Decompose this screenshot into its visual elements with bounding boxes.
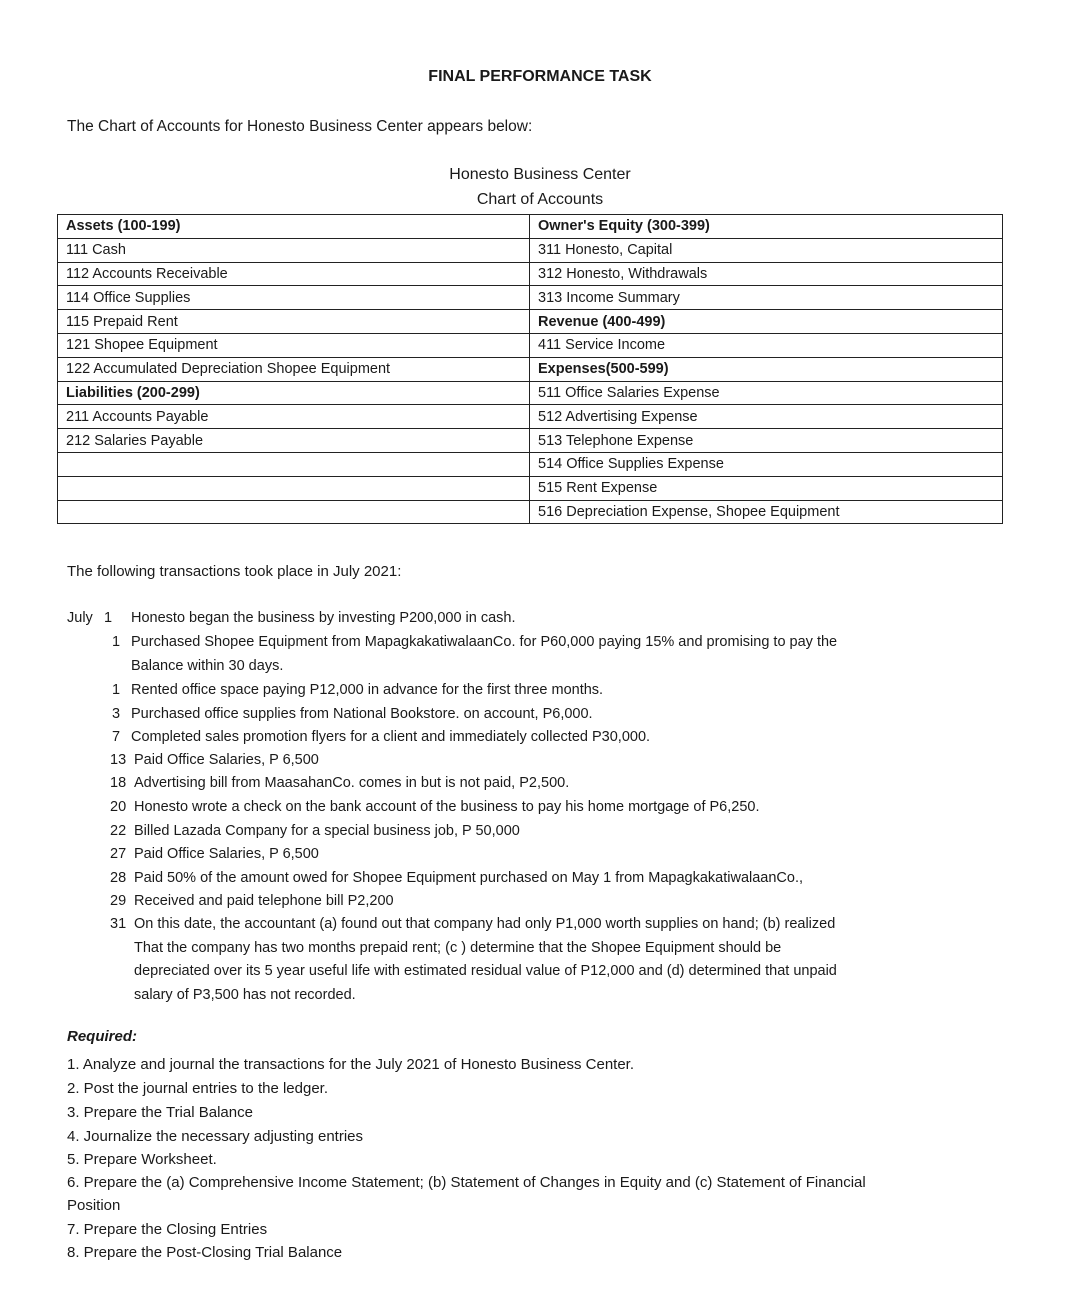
transaction-day: 28 xyxy=(110,870,127,886)
coa-account: 313 Income Summary xyxy=(530,286,1003,310)
intro-text: The Chart of Accounts for Honesto Business Center appears below: xyxy=(67,118,533,135)
coa-account: 514 Office Supplies Expense xyxy=(530,452,1003,476)
coa-category-header: Revenue (400-499) xyxy=(530,310,1003,334)
coa-account xyxy=(58,500,530,524)
coa-account: 212 Salaries Payable xyxy=(58,429,530,453)
coa-account: 513 Telephone Expense xyxy=(530,429,1003,453)
transactions-intro: The following transactions took place in July 2021: xyxy=(67,563,402,580)
coa-row xyxy=(58,262,1003,286)
transaction-text: Received and paid telephone bill P2,200 xyxy=(134,893,394,909)
chart-of-accounts-table xyxy=(57,214,1003,524)
coa-category-header: Assets (100-199) xyxy=(58,215,530,239)
coa-row xyxy=(58,286,1003,310)
transaction-text: Paid Office Salaries, P 6,500 xyxy=(134,752,319,768)
coa-row xyxy=(58,452,1003,476)
transaction-text: Billed Lazada Company for a special business job, P 50,000 xyxy=(134,823,520,839)
coa-row xyxy=(58,310,1003,334)
required-item: 5. Prepare Worksheet. xyxy=(67,1151,217,1168)
transaction-text: Purchased Shopee Equipment from MapagkakatiwalaanCo. for P60,000 paying 15% and promising to pay the xyxy=(131,634,838,650)
transaction-day: 31 xyxy=(110,916,127,932)
coa-category-header: Liabilities (200-299) xyxy=(58,381,530,405)
transaction-day: 22 xyxy=(110,823,127,839)
coa-company-name: Honesto Business Center xyxy=(449,166,631,183)
document-title: FINAL PERFORMANCE TASK xyxy=(428,68,652,85)
required-item: Position xyxy=(67,1197,121,1214)
coa-account: 411 Service Income xyxy=(530,333,1003,357)
required-item: 7. Prepare the Closing Entries xyxy=(67,1221,268,1238)
coa-row xyxy=(58,500,1003,524)
coa-account: 311 Honesto, Capital xyxy=(530,238,1003,262)
transaction-day: 1 xyxy=(104,610,113,626)
required-title: Required: xyxy=(67,1028,138,1045)
coa-category-header: Owner's Equity (300-399) xyxy=(530,215,1003,239)
transaction-day: 7 xyxy=(112,729,121,745)
required-item: 6. Prepare the (a) Comprehensive Income Statement; (b) Statement of Changes in Equity and (c) Statement of Financial xyxy=(67,1174,866,1191)
coa-account: 112 Accounts Receivable xyxy=(58,262,530,286)
transaction-day: 27 xyxy=(110,846,127,862)
transaction-text: Paid 50% of the amount owed for Shopee Equipment purchased on May 1 from MapagkakatiwalaanCo., xyxy=(134,870,804,886)
coa-row xyxy=(58,476,1003,500)
transaction-text: Rented office space paying P12,000 in advance for the first three months. xyxy=(131,682,604,698)
required-item: 3. Prepare the Trial Balance xyxy=(67,1104,253,1121)
transaction-text: Honesto wrote a check on the bank account of the business to pay his home mortgage of P6,250. xyxy=(134,799,760,815)
coa-account: 516 Depreciation Expense, Shopee Equipment xyxy=(530,500,1003,524)
required-item: 2. Post the journal entries to the ledger. xyxy=(67,1080,328,1097)
transaction-month: July xyxy=(67,610,93,626)
coa-row xyxy=(58,429,1003,453)
transaction-day: 1 xyxy=(112,634,121,650)
coa-account: 515 Rent Expense xyxy=(530,476,1003,500)
coa-account: 114 Office Supplies xyxy=(58,286,530,310)
coa-row xyxy=(58,357,1003,381)
transaction-text: Honesto began the business by investing P200,000 in cash. xyxy=(131,610,516,626)
transaction-text: On this date, the accountant (a) found out that company had only P1,000 worth supplies on hand; (b) realized xyxy=(134,916,836,932)
transaction-text: Completed sales promotion flyers for a client and immediately collected P30,000. xyxy=(131,729,651,745)
required-item: 4. Journalize the necessary adjusting entries xyxy=(67,1128,364,1145)
coa-account: 312 Honesto, Withdrawals xyxy=(530,262,1003,286)
transaction-day: 3 xyxy=(112,706,121,722)
transaction-day: 1 xyxy=(112,682,121,698)
coa-row xyxy=(58,215,1003,239)
coa-row xyxy=(58,405,1003,429)
transaction-text: That the company has two months prepaid rent; (c ) determine that the Shopee Equipment should be xyxy=(134,939,782,956)
coa-account: 122 Accumulated Depreciation Shopee Equipment xyxy=(58,357,530,381)
coa-row xyxy=(58,333,1003,357)
coa-account: 211 Accounts Payable xyxy=(58,405,530,429)
transaction-day: 20 xyxy=(110,799,127,815)
transaction-text: Balance within 30 days. xyxy=(131,657,284,674)
transaction-text: salary of P3,500 has not recorded. xyxy=(134,986,356,1003)
coa-account: 121 Shopee Equipment xyxy=(58,333,530,357)
coa-account: 511 Office Salaries Expense xyxy=(530,381,1003,405)
coa-row xyxy=(58,238,1003,262)
coa-heading: Chart of Accounts xyxy=(476,191,604,208)
transaction-text: Advertising bill from MaasahanCo. comes in but is not paid, P2,500. xyxy=(134,775,570,791)
transaction-day: 18 xyxy=(110,775,127,791)
transaction-text: Purchased office supplies from National Bookstore. on account, P6,000. xyxy=(131,706,593,722)
coa-account: 111 Cash xyxy=(58,238,530,262)
required-item: 8. Prepare the Post-Closing Trial Balance xyxy=(67,1244,343,1261)
coa-category-header: Expenses(500-599) xyxy=(530,357,1003,381)
transaction-day: 13 xyxy=(110,752,127,768)
coa-account: 512 Advertising Expense xyxy=(530,405,1003,429)
transaction-text: Paid Office Salaries, P 6,500 xyxy=(134,846,319,862)
required-item: 1. Analyze and journal the transactions for the July 2021 of Honesto Business Center. xyxy=(67,1056,635,1073)
coa-account xyxy=(58,452,530,476)
transaction-text: depreciated over its 5 year useful life with estimated residual value of P12,000 and (d) determined that unpaid xyxy=(134,963,837,980)
transaction-day: 29 xyxy=(110,893,127,909)
coa-account: 115 Prepaid Rent xyxy=(58,310,530,334)
coa-row xyxy=(58,381,1003,405)
coa-account xyxy=(58,476,530,500)
